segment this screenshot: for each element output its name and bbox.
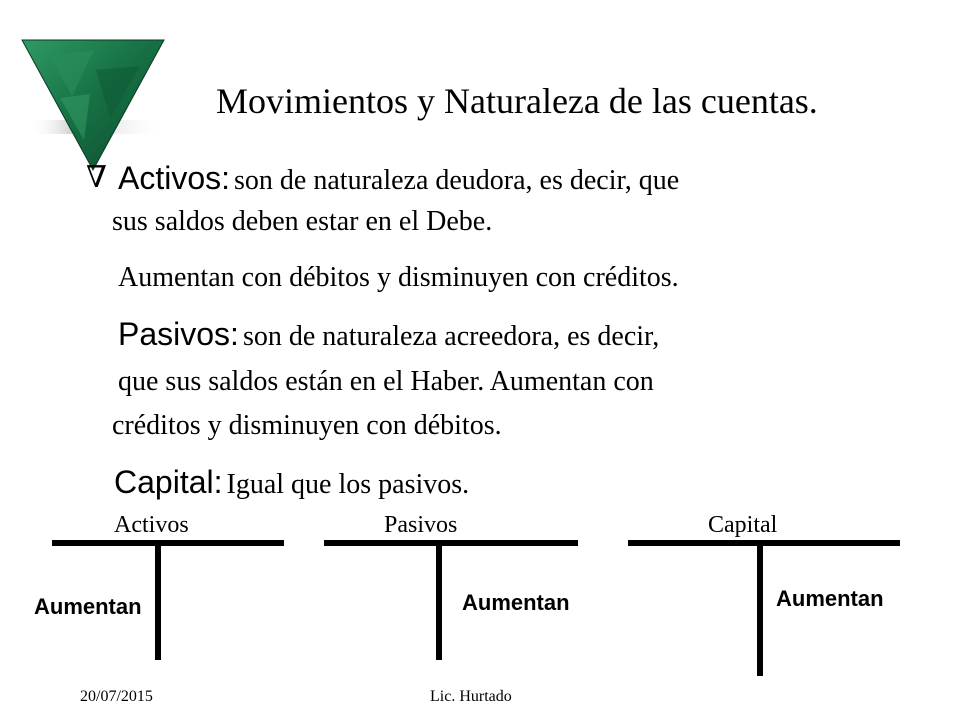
slide-title: Movimientos y Naturaleza de las cuentas. (216, 81, 818, 121)
pasivos-text-1: son de naturaleza acreedora, es decir, (242, 321, 660, 352)
t-account-activos-stem (155, 540, 161, 660)
t-account-capital-side-label: Aumentan (776, 586, 884, 611)
pasivos-text-2: que sus saldos están en el Haber. Aumentan con (118, 366, 654, 397)
capital-line (114, 464, 469, 501)
t-account-activos-top-bar (52, 540, 284, 546)
t-account-activos-label: Activos (114, 512, 189, 538)
capital-term: Capital: (114, 464, 223, 500)
activos-line-1 (118, 160, 679, 197)
pasivos-line-1 (118, 316, 659, 353)
capital-text: Igual que los pasivos. (226, 469, 470, 500)
pasivos-term: Pasivos: (118, 316, 239, 352)
green-triangle-logo-icon (20, 36, 166, 172)
footer-date: 20/07/2015 (80, 688, 153, 705)
t-account-capital-label: Capital (708, 512, 778, 538)
triangle-bullet-icon: ∇ (86, 161, 107, 194)
t-account-capital-stem (757, 540, 763, 676)
activos-text-3: Aumentan con débitos y disminuyen con créditos. (118, 262, 679, 293)
t-account-pasivos-top-bar (324, 540, 578, 546)
activos-text-2: sus saldos deben estar en el Debe. (112, 206, 493, 237)
t-account-capital-top-bar (628, 540, 900, 546)
footer-author: Lic. Hurtado (430, 688, 512, 705)
pasivos-text-3: créditos y disminuyen con débitos. (112, 410, 502, 441)
t-account-pasivos-stem (436, 540, 442, 660)
t-account-pasivos-label: Pasivos (384, 512, 458, 538)
t-account-pasivos-side-label: Aumentan (462, 590, 570, 615)
activos-text-1: son de naturaleza deudora, es decir, que (234, 165, 680, 196)
activos-term: Activos: (118, 160, 231, 196)
t-account-activos-side-label: Aumentan (34, 594, 142, 619)
